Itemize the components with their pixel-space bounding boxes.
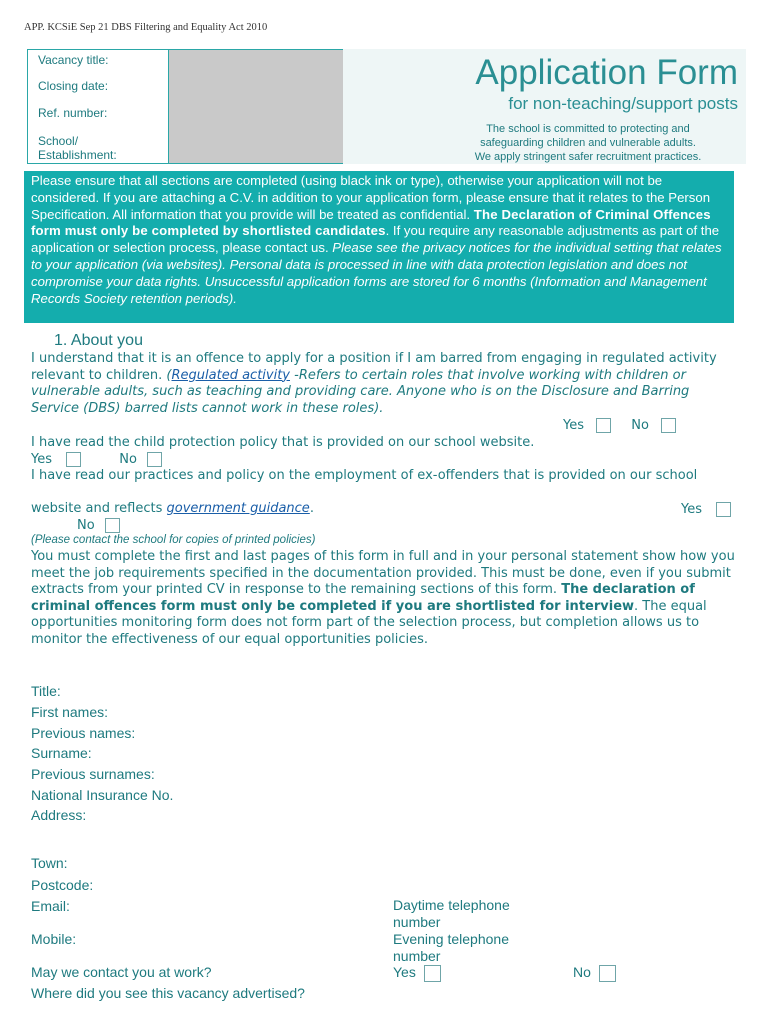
adjustments-text: If you require any reasonable adjustments as part of the application or selection process, please contact us. <box>31 223 720 256</box>
instructions-text: Please ensure that all sections are completed (using black ink or type), otherwise your application will not be considered. If you are attaching a C.V. in addition to your application form, please ensure that it relates to the Person Specification. All information that you provide will be treated as confidential. <box>31 173 711 222</box>
contact-work-yes <box>393 964 441 982</box>
title-panel <box>343 49 746 164</box>
paragraph-text: You must complete the first and last pages of this form in full and in your personal statement show how you meet the job requirements specified in the documentation provided. This must be done, even if you submit extracts from your printed CV in response to the remaining sections of this form. <box>31 549 735 597</box>
vacancy-labels <box>28 50 168 163</box>
evening-phone-field-label[interactable]: Evening telephone number <box>393 931 509 964</box>
ref-number-label: Ref. number: <box>38 106 108 120</box>
regulated-activity-link[interactable]: Regulated activity <box>171 367 290 383</box>
question-ex-offenders <box>31 468 739 485</box>
q3-yes <box>681 502 731 517</box>
first-names-field-label[interactable]: First names: <box>31 704 109 720</box>
contact-work-yes-checkbox[interactable] <box>424 965 441 982</box>
question-text: I have read the child protection policy that is provided on our school website. <box>31 435 535 450</box>
question-text: . <box>309 501 314 516</box>
previous-surnames-field-label[interactable]: Previous surnames: <box>31 766 155 782</box>
school-label: School/ <box>38 134 79 148</box>
question-child-protection <box>31 435 739 452</box>
no-label: No <box>573 964 591 980</box>
q2-yes-no <box>31 452 162 467</box>
daytime-phone-field-label[interactable]: Daytime telephone number <box>393 897 510 930</box>
commitment-line: safeguarding children and vulnerable adults. <box>480 137 696 149</box>
government-guidance-link[interactable]: government guidance <box>166 501 310 516</box>
town-field-label[interactable]: Town: <box>31 855 68 871</box>
email-field-label[interactable]: Email: <box>31 898 70 914</box>
yes-label: Yes <box>393 964 416 980</box>
vacancy-details-box <box>27 49 343 164</box>
title-field-label[interactable]: Title: <box>31 683 61 699</box>
contact-work-no <box>573 964 616 982</box>
commitment-line: We apply stringent safer recruitment practices. <box>474 151 702 163</box>
question-text: website and reflects <box>31 501 167 516</box>
question-text: I understand that it is an offence to apply for a position if I am barred from engaging in regulated activity relevant to children. <box>31 351 717 383</box>
question-regulated-activity <box>31 351 739 417</box>
question-ex-offenders-cont <box>31 501 431 518</box>
national-insurance-field-label[interactable]: National Insurance No. <box>31 787 174 803</box>
contact-at-work-label: May we contact you at work? <box>31 964 212 980</box>
vacancy-input-area[interactable] <box>168 50 343 163</box>
q1-no-checkbox[interactable] <box>661 418 676 433</box>
surname-field-label[interactable]: Surname: <box>31 745 92 761</box>
question-text: I have read our practices and policy on the employment of ex-offenders that is provided on our school <box>31 468 698 483</box>
completion-instructions <box>31 549 739 648</box>
yes-label: Yes <box>31 452 52 467</box>
yes-label: Yes <box>681 502 702 517</box>
declaration-notice-end: . <box>385 223 390 239</box>
mobile-field-label[interactable]: Mobile: <box>31 931 77 947</box>
page-subtitle: for non-teaching/support posts <box>508 94 738 113</box>
vacancy-source-field-label[interactable]: Where did you see this vacancy advertised? <box>31 985 305 1001</box>
q3-no-checkbox[interactable] <box>105 518 120 533</box>
no-label: No <box>631 418 649 433</box>
contact-work-no-checkbox[interactable] <box>599 965 616 982</box>
printed-policies-note: (Please contact the school for copies of printed policies) <box>31 534 316 546</box>
q3-yes-checkbox[interactable] <box>716 502 731 517</box>
no-label: No <box>77 518 95 533</box>
q3-no <box>77 518 120 533</box>
vacancy-title-label: Vacancy title: <box>38 53 109 67</box>
q2-no-checkbox[interactable] <box>147 452 162 467</box>
previous-names-field-label[interactable]: Previous names: <box>31 725 136 741</box>
paragraph-bold-text: The declaration of criminal offences form must only be completed if you are shortlisted for interview <box>31 582 695 614</box>
establishment-label: Establishment: <box>38 148 117 162</box>
commitment-line: The school is committed to protecting and <box>486 123 690 135</box>
declaration-notice: The Declaration of Criminal Offences form must only be completed by shortlisted candidates <box>31 206 711 239</box>
q2-yes-checkbox[interactable] <box>66 452 81 467</box>
no-label: No <box>119 452 137 467</box>
page-title: Application Form <box>475 53 738 92</box>
question-text: ( <box>162 367 172 383</box>
q1-yes-checkbox[interactable] <box>596 418 611 433</box>
yes-label: Yes <box>563 418 584 433</box>
postcode-field-label[interactable]: Postcode: <box>31 877 94 893</box>
q1-yes-no <box>563 418 676 433</box>
document-code: APP. KCSiE Sep 21 DBS Filtering and Equality Act 2010 <box>24 22 268 33</box>
safeguarding-statement <box>438 122 738 164</box>
question-text-italic: -Refers to certain roles that involve working with children or vulnerable adults, such as teaching and providing care. Anyone who is on the Disclosure and Barring Service (DBS) barred lists cannot work in these roles). <box>31 367 690 416</box>
instructions-banner <box>24 171 734 323</box>
paragraph-text: . The equal opportunities monitoring form does not form part of the selection process, but completion allows us to monitor the effectiveness of our equal opportunities policies. <box>31 598 707 647</box>
privacy-notice: Please see the privacy notices for the individual setting that relates to your application (via websites). Personal data is processed in line with data protection legislation and does not compromise your data rights. Unsuccessful application forms are stored for 6 months (Information and Management Records Society retention periods). <box>31 240 722 306</box>
address-field-label[interactable]: Address: <box>31 807 87 823</box>
section-heading-about-you: 1. About you <box>54 332 143 349</box>
closing-date-label: Closing date: <box>38 79 109 93</box>
